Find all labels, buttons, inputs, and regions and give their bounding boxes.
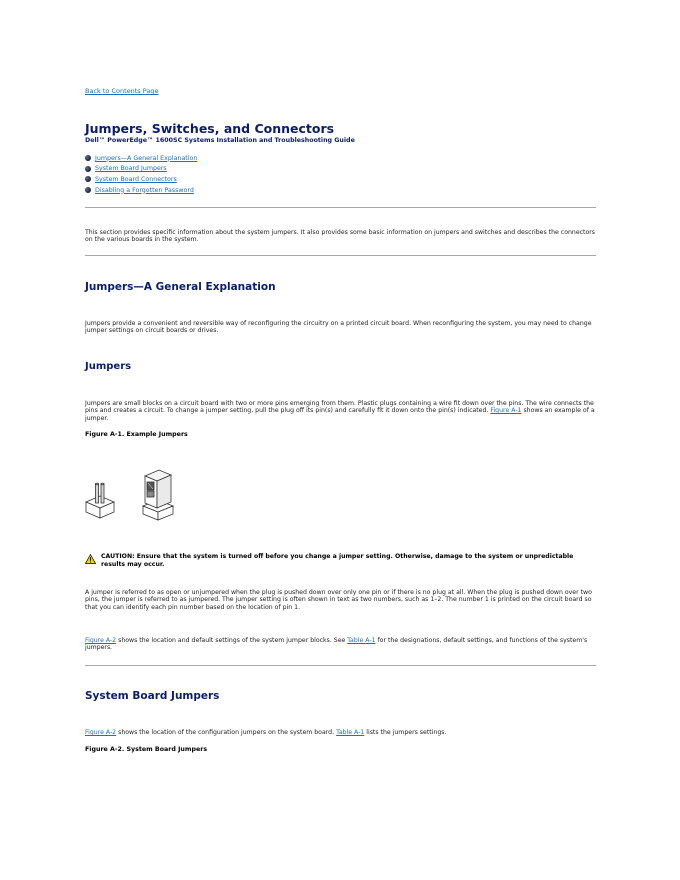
heading-jumpers: Jumpers: [85, 361, 132, 372]
closed-jumper-drawing: [143, 470, 173, 520]
figure-a2-caption: Figure A-2. System Board Jumpers: [85, 746, 208, 753]
jumpers-paragraph: [85, 400, 596, 422]
divider: [85, 255, 596, 256]
board-jumpers-text: shows the location of the configuration jumpers on the system board.: [118, 729, 335, 736]
jumpers-text: Jumpers are small blocks on a circuit board with two or more pins emerging from them. Plastic plugs containing a wire fit down over the pins. The wire connects the pins and creates a circuit. To change a jumper setting, pull the plug off its pin(s) and carefully fit it down onto the pin(s) indicated.: [85, 400, 594, 415]
open-jumper-drawing: [86, 483, 114, 518]
toc-link-general[interactable]: Jumpers—A General Explanation: [95, 154, 198, 162]
table-of-contents: [85, 153, 197, 195]
toc-item: [85, 164, 197, 175]
figure-a1-link[interactable]: Figure A-1: [490, 407, 522, 415]
heading-general-explanation: Jumpers—A General Explanation: [85, 281, 276, 293]
board-jumpers-paragraph: [85, 729, 596, 736]
back-to-contents-link[interactable]: Back to Contents Page: [85, 87, 159, 95]
caution-text: CAUTION: Ensure that the system is turned off before you change a jumper setting. Otherwise, damage to the system or unpredictable results may occur.: [101, 553, 574, 568]
bullet-icon: [85, 187, 91, 193]
page-title: Jumpers, Switches, and Connectors: [85, 121, 335, 136]
figure-a1-caption: Figure A-1. Example Jumpers: [85, 431, 188, 438]
jumper-illustration: [85, 462, 180, 522]
toc-link-connectors[interactable]: System Board Connectors: [95, 175, 177, 183]
warning-icon: [85, 554, 96, 564]
figure-a1-image: [85, 462, 180, 526]
jumper-blocks-text-end: for the designations, default settings, and functions of the system's jumpers.: [85, 637, 588, 652]
jumper-states-paragraph: A jumper is referred to as open or unjumpered when the plug is pushed down over only one pin or if there is no plug at all. When the plug is pushed down over two pins, the jumper is referred to as jumpered. The jumper setting is often shown in text as two numbers, such as 1–2. The number 1 is printed on the circuit board so that you can identify each pin number based on the location of pin 1.: [85, 589, 592, 611]
figure-a2-link[interactable]: Figure A-2: [85, 729, 117, 736]
bullet-icon: [85, 155, 91, 161]
bullet-icon: [85, 176, 91, 182]
board-jumpers-text-end: lists the jumpers settings.: [366, 729, 447, 736]
caution-notice: [85, 553, 596, 569]
general-paragraph: Jumpers provide a convenient and reversible way of reconfiguring the circuitry on a printed circuit board. When reconfiguring the system, you may need to change jumper settings on circuit boards or drives.: [85, 320, 592, 335]
jumpers-text-end: shows an example of a jumper.: [85, 407, 595, 422]
table-a1-link[interactable]: Table A-1: [336, 729, 365, 736]
toc-item: [85, 174, 197, 185]
jumper-blocks-paragraph: [85, 637, 596, 652]
toc-item: [85, 153, 197, 164]
page-subtitle: Dell™ PowerEdge™ 1600SC Systems Installation and Troubleshooting Guide: [85, 137, 355, 144]
figure-a2-link[interactable]: Figure A-2: [85, 637, 117, 644]
toc-item: [85, 185, 197, 196]
jumper-blocks-text: shows the location and default settings of the system jumper blocks. See: [118, 637, 346, 644]
bullet-icon: [85, 166, 91, 172]
toc-link-password[interactable]: Disabling a Forgotten Password: [95, 186, 194, 194]
table-a1-link[interactable]: Table A-1: [347, 637, 376, 644]
heading-system-board-jumpers: System Board Jumpers: [85, 690, 220, 702]
divider: [85, 665, 596, 666]
intro-paragraph: This section provides specific information about the system jumpers. It also provides some basic information on jumpers and switches and describes the connectors on the various boards in the system.: [85, 229, 596, 244]
toc-link-board-jumpers[interactable]: System Board Jumpers: [95, 165, 167, 173]
divider: [85, 207, 596, 208]
